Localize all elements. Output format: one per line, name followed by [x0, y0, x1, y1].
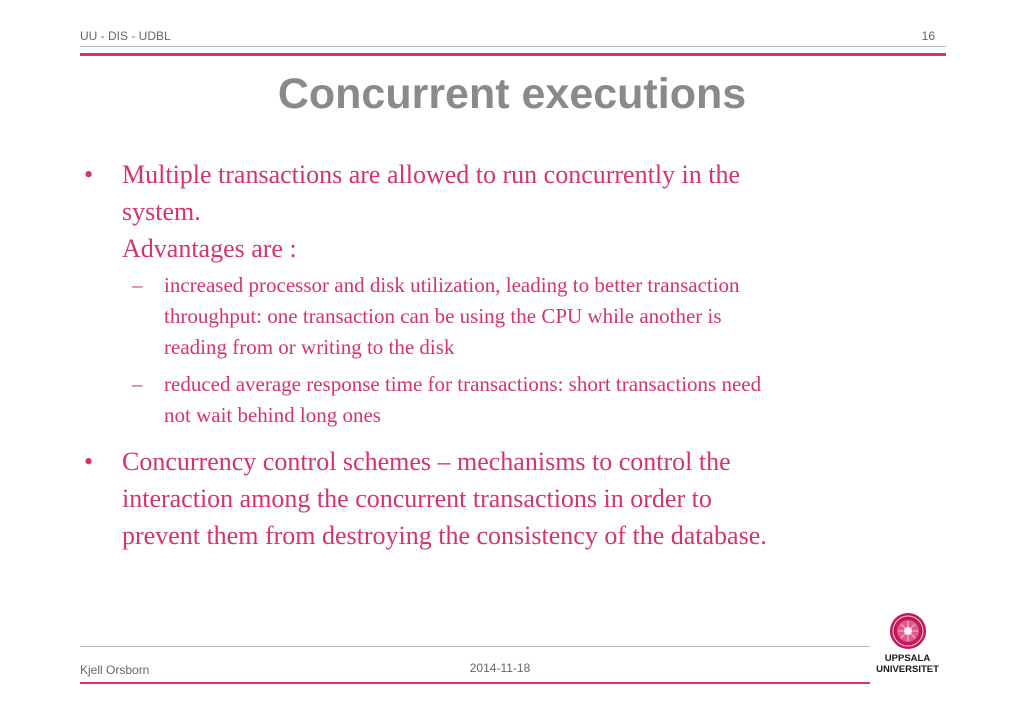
bullet-text-line: Advantages are :	[122, 234, 297, 263]
bullet-marker: •	[84, 160, 94, 189]
bullet-text-line: Multiple transactions are allowed to run concurrently in the	[122, 160, 741, 189]
sub-bullet-text-line: increased processor and disk utilization, leading to better transaction	[164, 273, 740, 297]
footer-author: Kjell Orsborn	[80, 663, 150, 677]
footer-pink-rule	[80, 682, 870, 684]
bullet-text-line: prevent them from destroying the consistency of the database.	[122, 521, 767, 550]
bullet-item	[80, 443, 930, 554]
dash-marker: –	[132, 273, 143, 297]
bullet-text-line: interaction among the concurrent transactions in order to	[122, 484, 712, 513]
logo-text-line: UNIVERSITET	[876, 664, 939, 675]
dash-marker: –	[132, 372, 143, 396]
sub-bullet-item	[80, 270, 930, 363]
bullet-text-line: Concurrency control schemes – mechanisms to control the	[122, 447, 731, 476]
sub-bullet-text-line: reading from or writing to the disk	[164, 335, 455, 359]
sub-bullet-text-line: reduced average response time for transactions: short transactions need	[164, 372, 762, 396]
slide-content	[80, 156, 930, 557]
university-logo	[860, 612, 955, 675]
page-number: 16	[921, 29, 935, 43]
footer-gray-rule	[80, 646, 870, 647]
header-left-text: UU - DIS - UDBL	[80, 29, 171, 43]
header-pink-rule	[80, 53, 946, 56]
bullet-item	[80, 156, 930, 267]
sub-bullet-text-line: throughput: one transaction can be using the CPU while another is	[164, 304, 722, 328]
sub-bullet-item	[80, 369, 930, 431]
header-gray-rule	[80, 46, 946, 47]
slide-title: Concurrent executions	[277, 70, 747, 118]
sub-bullet-text-line: not wait behind long ones	[164, 403, 381, 427]
bullet-marker: •	[84, 447, 94, 476]
logo-text-line: UPPSALA	[884, 653, 931, 664]
bullet-text-line: system.	[122, 197, 201, 226]
university-seal-icon	[889, 612, 927, 650]
footer-date: 2014-11-18	[469, 661, 531, 675]
